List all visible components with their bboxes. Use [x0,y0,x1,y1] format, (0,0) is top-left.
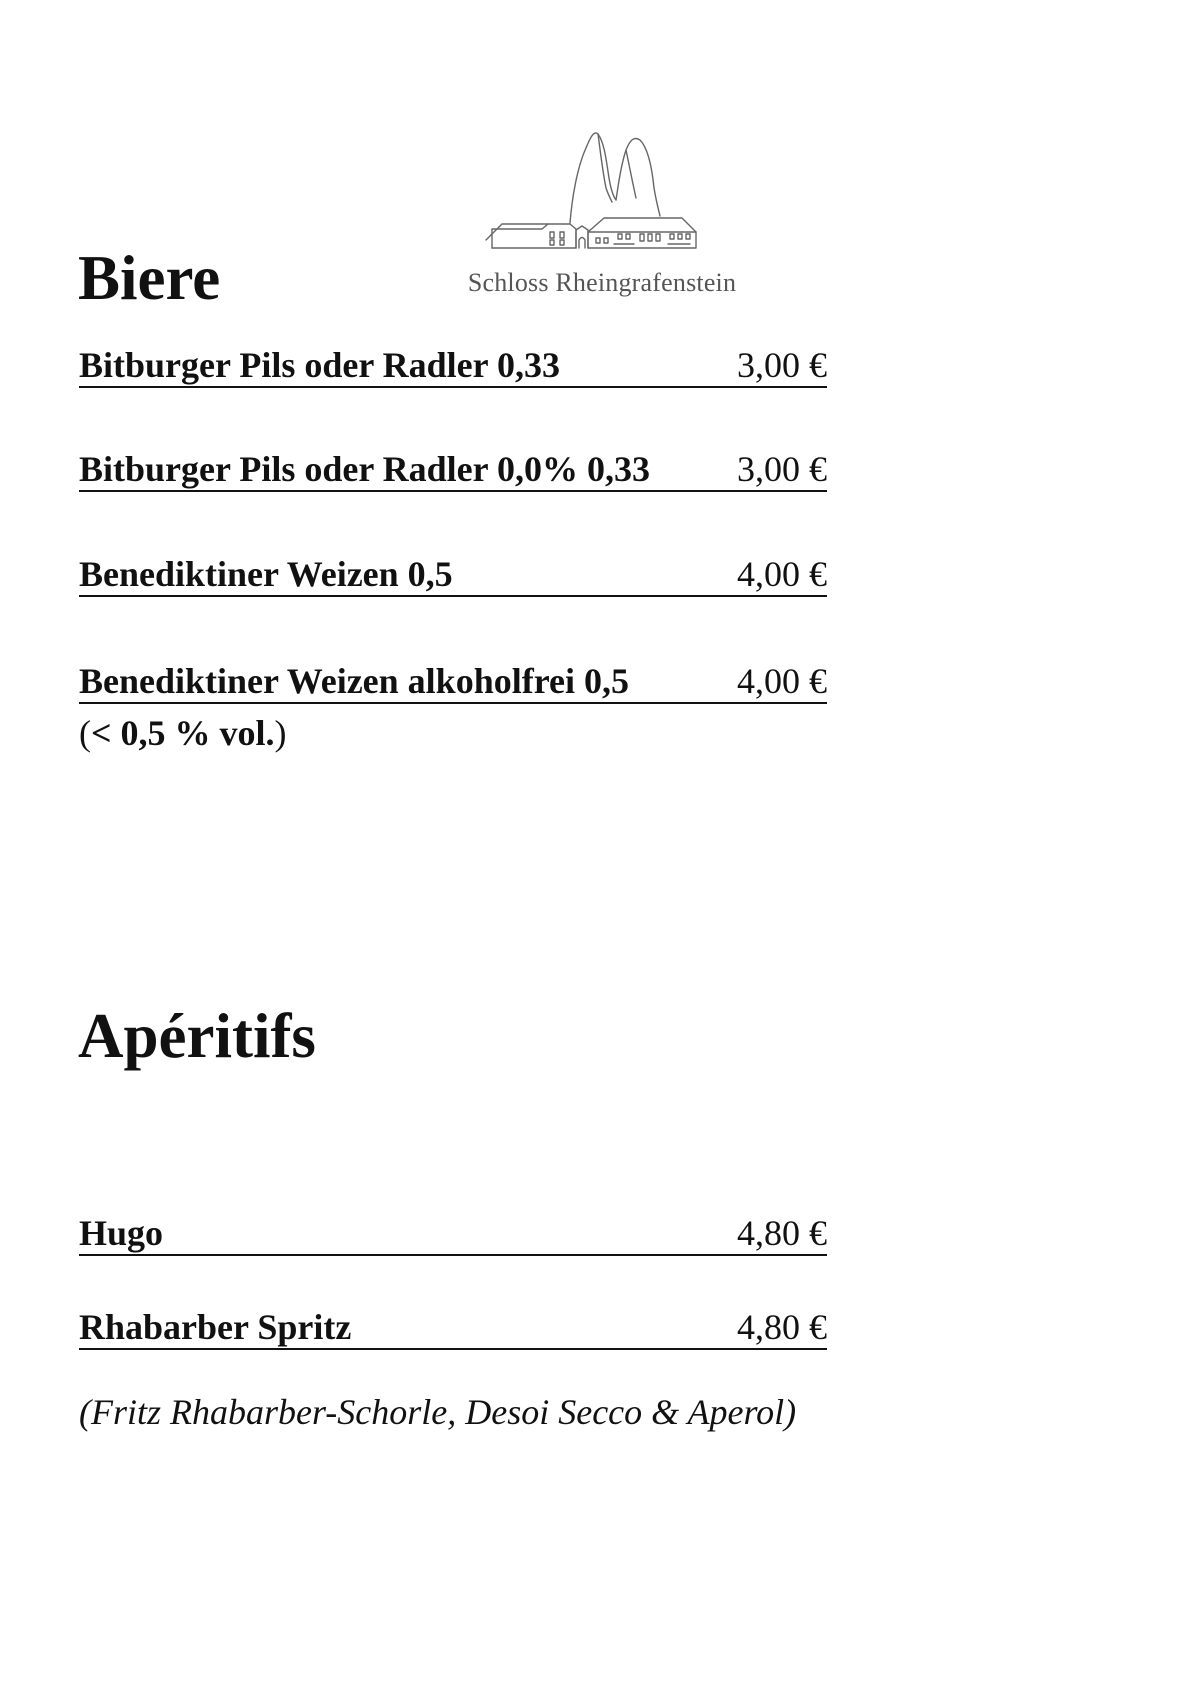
item-name: Bitburger Pils oder Radler 0,33 [79,345,560,385]
item-name: Bitburger Pils oder Radler 0,0% 0,33 [79,449,650,489]
item-name: Rhabarber Spritz [79,1307,352,1347]
note-open-paren: ( [79,713,91,753]
section-title-biere: Biere [78,243,221,313]
menu-item [79,662,827,704]
menu-item [79,1214,827,1256]
item-price: 3,00 € [737,449,827,489]
logo-text: Schloss Rheingrafenstein [467,268,737,297]
item-description: (Fritz Rhabarber-Schorle, Desoi Secco & Aperol) [79,1392,797,1432]
item-price: 4,00 € [737,661,827,701]
alcohol-note [79,712,287,754]
castle-rock-logo-icon [482,128,722,266]
item-price: 4,00 € [737,554,827,594]
menu-item [79,555,827,597]
note-close-paren: ) [274,713,287,753]
item-name: Benediktiner Weizen alkoholfrei 0,5 [79,661,630,701]
item-price: 4,80 € [737,1213,827,1253]
item-name: Hugo [79,1213,164,1253]
note-value: < 0,5 % vol. [91,713,275,753]
item-price: 4,80 € [737,1307,827,1347]
section-title-aperitifs: Apéritifs [78,1001,316,1071]
item-name: Benediktiner Weizen 0,5 [79,554,453,594]
logo [452,128,752,308]
menu-item [79,346,827,388]
menu-item [79,1308,827,1350]
menu-item [79,450,827,492]
item-price: 3,00 € [737,345,827,385]
